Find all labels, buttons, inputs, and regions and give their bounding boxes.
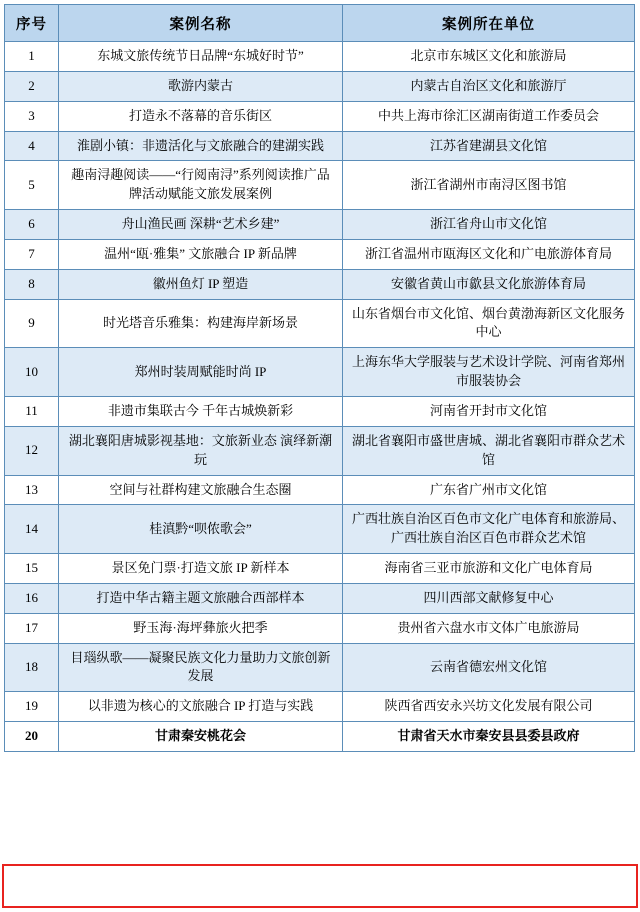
table-row [5, 269, 635, 299]
cell-name: 野玉海·海坪彝旅火把季 [59, 613, 343, 643]
table-row [5, 71, 635, 101]
table-row [5, 210, 635, 240]
cell-no: 9 [5, 299, 59, 348]
table-row [5, 131, 635, 161]
cell-unit: 河南省开封市文化馆 [343, 396, 635, 426]
cell-unit: 浙江省湖州市南浔区图书馆 [343, 161, 635, 210]
header-row [5, 5, 635, 42]
cell-name: 目瑙纵歌——凝聚民族文化力量助力文旅创新发展 [59, 643, 343, 692]
table-row [5, 42, 635, 72]
cell-name: 温州“瓯·雅集” 文旅融合 IP 新品牌 [59, 239, 343, 269]
cell-name: 徽州鱼灯 IP 塑造 [59, 269, 343, 299]
cell-unit: 陕西省西安永兴坊文化发展有限公司 [343, 692, 635, 722]
highlight-annotation-box [2, 864, 638, 908]
cell-unit: 北京市东城区文化和旅游局 [343, 42, 635, 72]
cell-unit: 浙江省舟山市文化馆 [343, 210, 635, 240]
cell-name: 景区免门票·打造文旅 IP 新样本 [59, 554, 343, 584]
cell-unit: 广西壮族自治区百色市文化广电体育和旅游局、广西壮族自治区百色市群众艺术馆 [343, 505, 635, 554]
cell-no: 8 [5, 269, 59, 299]
table-row [5, 239, 635, 269]
table-body [5, 42, 635, 752]
cell-no: 20 [5, 722, 59, 752]
cell-name: 东城文旅传统节日品牌“东城好时节” [59, 42, 343, 72]
table-row [5, 161, 635, 210]
cell-unit: 上海东华大学服装与艺术设计学院、河南省郑州市服装协会 [343, 348, 635, 397]
cell-name: 非遗市集联古今 千年古城焕新彩 [59, 396, 343, 426]
cell-no: 15 [5, 554, 59, 584]
cell-name: 歌游内蒙古 [59, 71, 343, 101]
cell-unit: 广东省广州市文化馆 [343, 475, 635, 505]
cell-unit: 贵州省六盘水市文体广电旅游局 [343, 613, 635, 643]
cell-no: 10 [5, 348, 59, 397]
cell-unit: 甘肃省天水市秦安县县委县政府 [343, 722, 635, 752]
cell-no: 16 [5, 583, 59, 613]
cell-unit: 海南省三亚市旅游和文化广电体育局 [343, 554, 635, 584]
cell-no: 18 [5, 643, 59, 692]
table-row [5, 692, 635, 722]
cell-no: 6 [5, 210, 59, 240]
table-row [5, 101, 635, 131]
column-header-no: 序号 [5, 5, 59, 42]
table-row-highlighted [5, 722, 635, 752]
cell-name: 甘肃秦安桃花会 [59, 722, 343, 752]
cell-no: 11 [5, 396, 59, 426]
cell-name: 打造中华古籍主题文旅融合西部样本 [59, 583, 343, 613]
cell-unit: 云南省德宏州文化馆 [343, 643, 635, 692]
cell-no: 1 [5, 42, 59, 72]
cell-no: 7 [5, 239, 59, 269]
table-row [5, 554, 635, 584]
cell-name: 桂滇黔“呗侬歌会” [59, 505, 343, 554]
cell-unit: 中共上海市徐汇区湖南街道工作委员会 [343, 101, 635, 131]
cell-name: 以非遗为核心的文旅融合 IP 打造与实践 [59, 692, 343, 722]
case-table [4, 4, 635, 752]
cell-no: 12 [5, 426, 59, 475]
cell-unit: 浙江省温州市瓯海区文化和广电旅游体育局 [343, 239, 635, 269]
cell-unit: 内蒙古自治区文化和旅游厅 [343, 71, 635, 101]
table-row [5, 583, 635, 613]
cell-no: 17 [5, 613, 59, 643]
cell-no: 19 [5, 692, 59, 722]
cell-name: 淮剧小镇：非遗活化与文旅融合的建湖实践 [59, 131, 343, 161]
cell-name: 趣南浔趣阅读——“行阅南浔”系列阅读推广品牌活动赋能文旅发展案例 [59, 161, 343, 210]
cell-unit: 安徽省黄山市歙县文化旅游体育局 [343, 269, 635, 299]
column-header-unit: 案例所在单位 [343, 5, 635, 42]
table-row [5, 299, 635, 348]
cell-unit: 四川西部文献修复中心 [343, 583, 635, 613]
cell-name: 郑州时装周赋能时尚 IP [59, 348, 343, 397]
table-row [5, 505, 635, 554]
column-header-name: 案例名称 [59, 5, 343, 42]
cell-no: 3 [5, 101, 59, 131]
cell-unit: 山东省烟台市文化馆、烟台黄渤海新区文化服务中心 [343, 299, 635, 348]
cell-no: 4 [5, 131, 59, 161]
table-row [5, 643, 635, 692]
cell-no: 5 [5, 161, 59, 210]
cell-no: 2 [5, 71, 59, 101]
cell-name: 时光塔音乐雅集：构建海岸新场景 [59, 299, 343, 348]
cell-unit: 湖北省襄阳市盛世唐城、湖北省襄阳市群众艺术馆 [343, 426, 635, 475]
cell-unit: 江苏省建湖县文化馆 [343, 131, 635, 161]
table-row [5, 348, 635, 397]
table-row [5, 613, 635, 643]
table-header [5, 5, 635, 42]
cell-no: 14 [5, 505, 59, 554]
cell-name: 舟山渔民画 深耕“艺术乡建” [59, 210, 343, 240]
cell-name: 打造永不落幕的音乐街区 [59, 101, 343, 131]
table-row [5, 426, 635, 475]
cell-name: 空间与社群构建文旅融合生态圈 [59, 475, 343, 505]
cell-name: 湖北襄阳唐城影视基地：文旅新业态 演绎新潮玩 [59, 426, 343, 475]
table-row [5, 396, 635, 426]
cell-no: 13 [5, 475, 59, 505]
table-row [5, 475, 635, 505]
